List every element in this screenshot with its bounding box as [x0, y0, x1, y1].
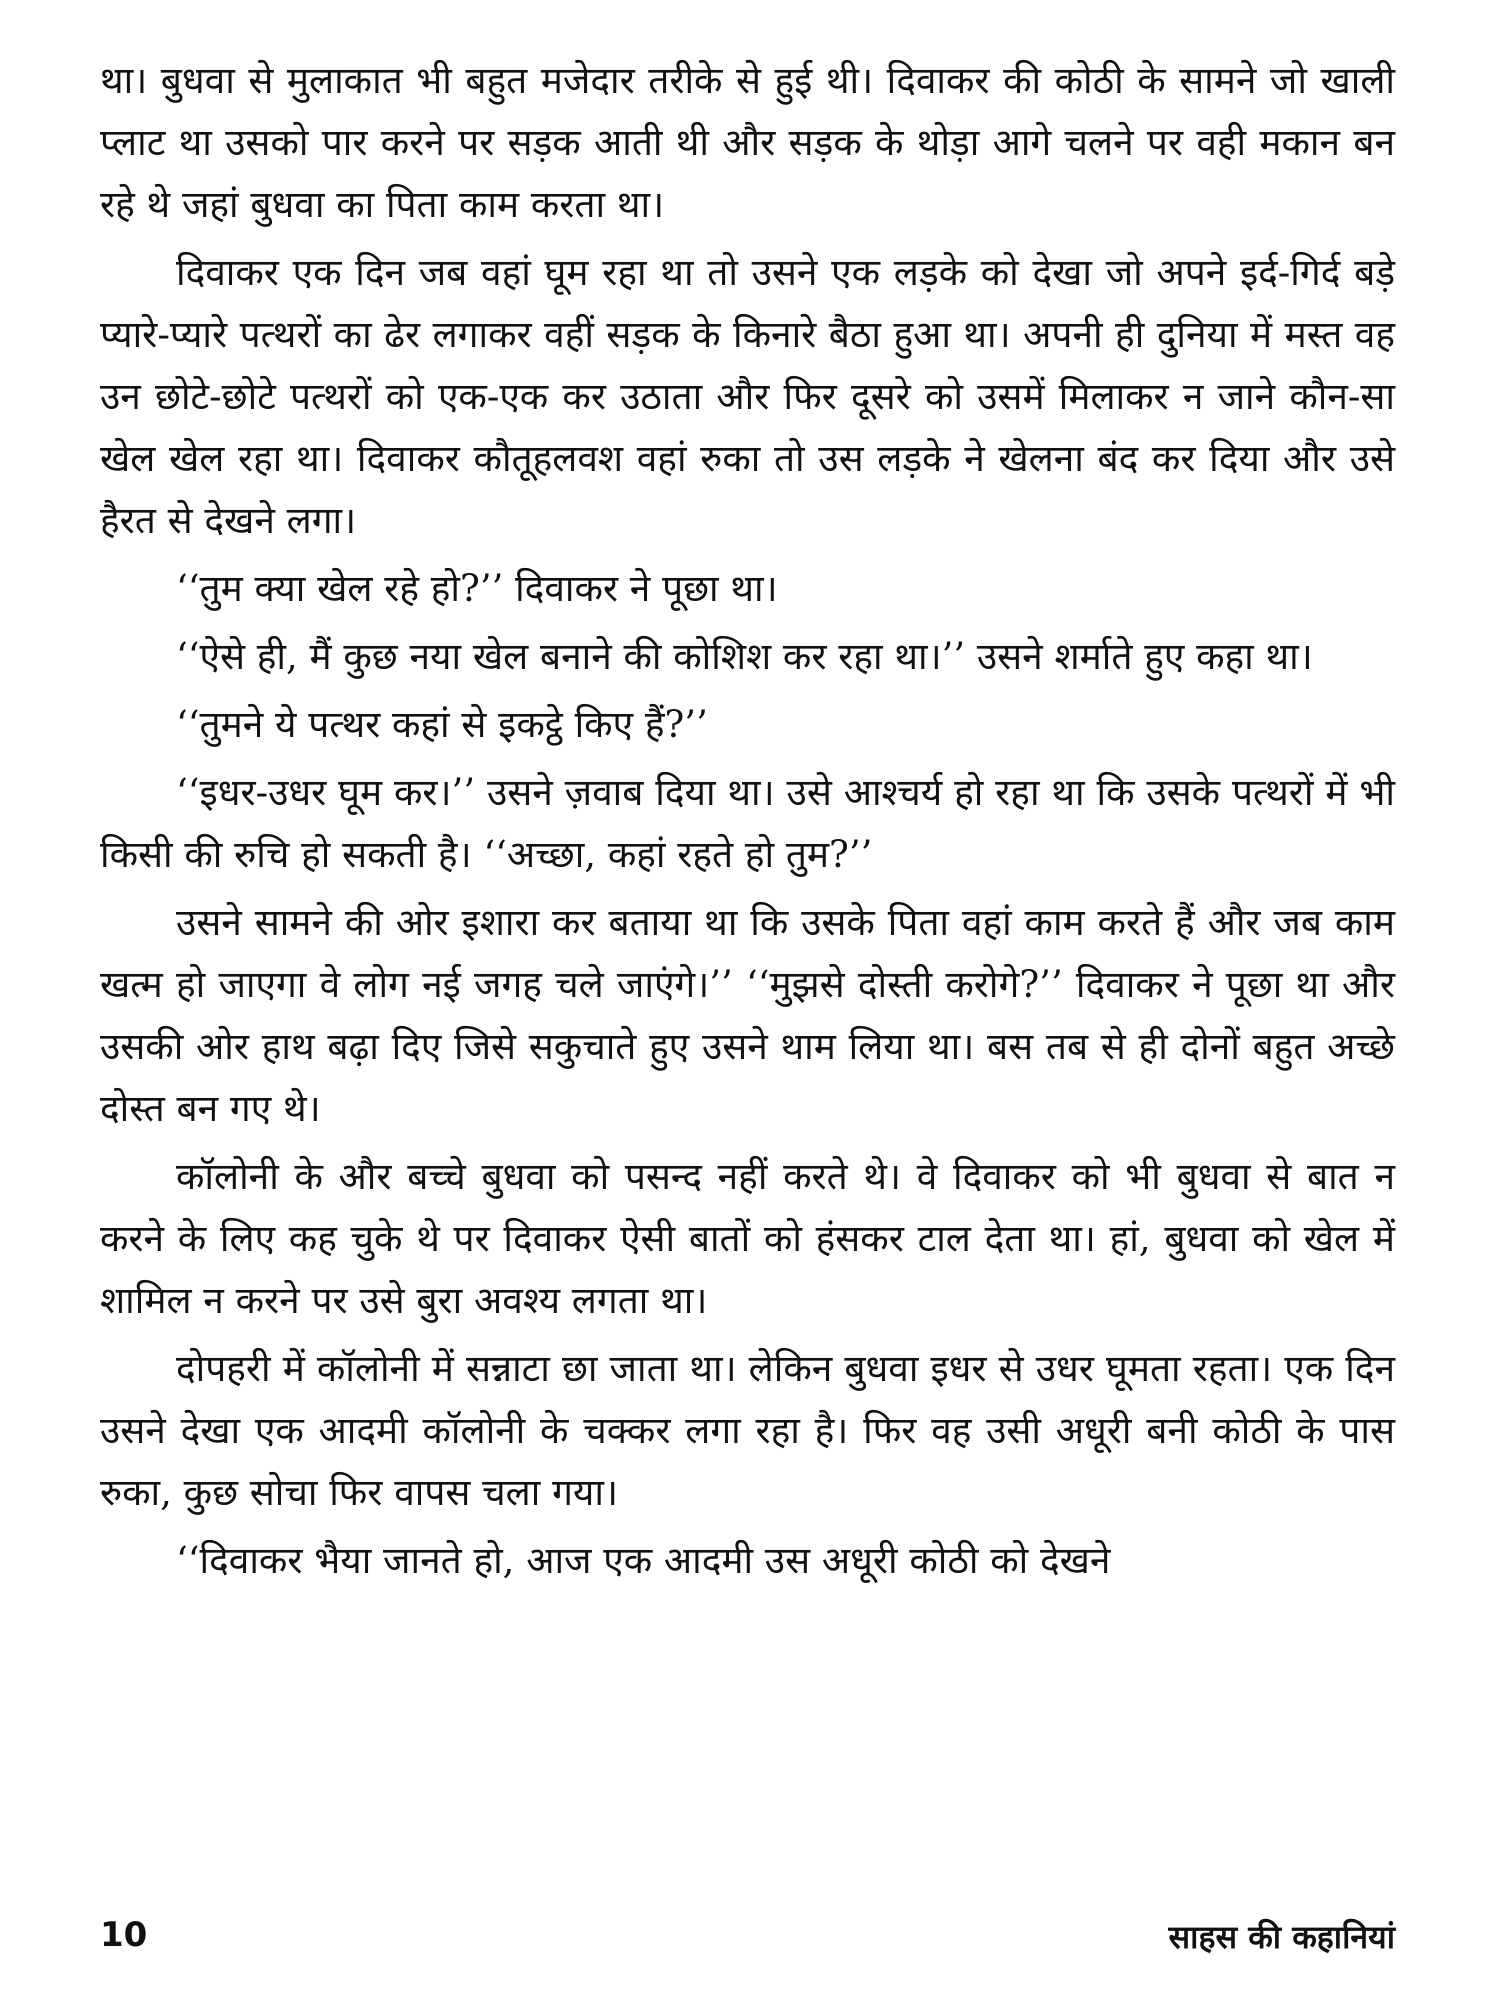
- page-body: [100, 50, 1395, 1598]
- book-title: साहस की कहानियां: [1168, 1918, 1395, 1956]
- paragraph-3: ‘‘तुम क्या खेल रहे हो?’’ दिवाकर ने पूछा था।: [176, 567, 778, 610]
- paragraph-9: दोपहरी में कॉलोनी में सन्नाटा छा जाता था। लेकिन बुधवा इधर से उधर घूमता रहता। एक दिन उसने देखा एक आदमी कॉलोनी के चक्कर लगा रहा है। फिर वह उसी अधूरी बनी कोठी के पास रुका, कुछ सोचा फिर वापस चला गया।: [100, 1347, 1395, 1514]
- paragraph-4: ‘‘ऐसे ही, मैं कुछ नया खेल बनाने की कोशिश कर रहा था।’’ उसने शर्माते हुए कहा था।: [176, 635, 1313, 678]
- paragraph-8: कॉलोनी के और बच्चे बुधवा को पसन्द नहीं करते थे। वे दिवाकर को भी बुधवा से बात न करने के लिए कह चुके थे पर दिवाकर ऐसी बातों को हंसकर टाल देता था। हां, बुधवा को खेल में शामिल न करने पर उसे बुरा अवश्य लगता था।: [100, 1155, 1395, 1322]
- page-footer: [100, 1915, 1395, 1965]
- paragraph-6: ‘‘इधर-उधर घूम कर।’’ उसने ज़वाब दिया था। उसे आश्चर्य हो रहा था कि उसके पत्थरों में भी किसी की रुचि हो सकती है। ‘‘अच्छा, कहां रहते हो तुम?’’: [100, 771, 1395, 876]
- paragraph-7: उसने सामने की ओर इशारा कर बताया था कि उसके पिता वहां काम करते हैं और जब काम खत्म हो जाएगा वे लोग नई जगह चले जाएंगे।’’ ‘‘मुझसे दोस्ती करोगे?’’ दिवाकर ने पूछा था और उसकी ओर हाथ बढ़ा दिए जिसे सकुचाते हुए उसने थाम लिया था। बस तब से ही दोनों बहुत अच्छे दोस्त बन गए थे।: [100, 901, 1395, 1130]
- paragraph-2: दिवाकर एक दिन जब वहां घूम रहा था तो उसने एक लड़के को देखा जो अपने इर्द-गिर्द बड़े प्यारे-प्यारे पत्थरों का ढेर लगाकर वहीं सड़क के किनारे बैठा हुआ था। अपनी ही दुनिया में मस्त वह उन छोटे-छोटे पत्थरों को एक-एक कर उठाता और फिर दूसरे को उसमें मिलाकर न जाने कौन-सा खेल खेल रहा था। दिवाकर कौतूहलवश वहां रुका तो उस लड़के ने खेलना बंद कर दिया और उसे हैरत से देखने लगा।: [100, 251, 1395, 542]
- page-number: 10: [100, 1915, 148, 1955]
- paragraph-10: ‘‘दिवाकर भैया जानते हो, आज एक आदमी उस अधूरी कोठी को देखने: [176, 1539, 1111, 1582]
- paragraph-1: था। बुधवा से मुलाकात भी बहुत मजेदार तरीके से हुई थी। दिवाकर की कोठी के सामने जो खाली प्लाट था उसको पार करने पर सड़क आती थी और सड़क के थोड़ा आगे चलने पर वही मकान बन रहे थे जहां बुधवा का पिता काम करता था।: [100, 59, 1395, 226]
- paragraph-5: ‘‘तुमने ये पत्थर कहां से इकट्ठे किए हैं?’’: [176, 703, 708, 746]
